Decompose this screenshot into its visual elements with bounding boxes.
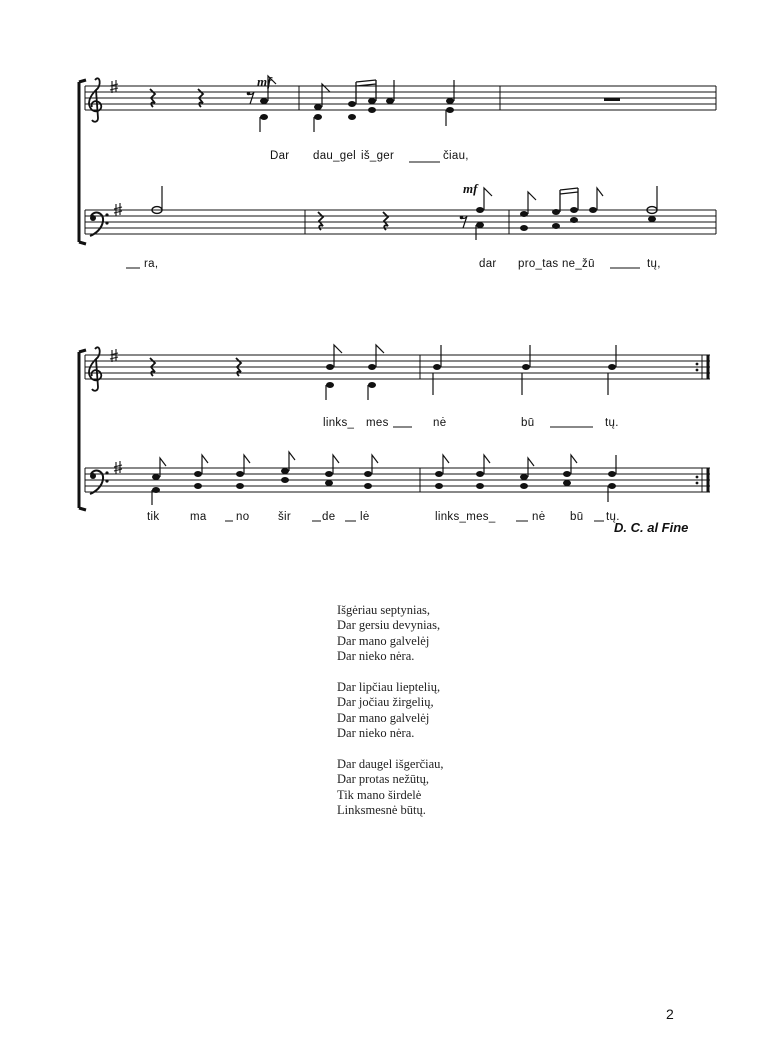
- bass-notes-2: [476, 186, 657, 240]
- lyric-syllable: dar: [479, 258, 497, 270]
- bass-notes-1: [152, 186, 162, 213]
- lyric-syllable: iš_ger: [361, 150, 395, 162]
- lyric-syllable: ma: [190, 511, 207, 523]
- poem-stanza: [337, 757, 444, 819]
- repeat-instruction: D. C. al Fine: [614, 520, 689, 535]
- poem-line: Dar daugel išgerčiau,: [337, 757, 444, 772]
- poem-stanza: [337, 603, 444, 665]
- poem-stanza: [337, 680, 444, 742]
- lyric-syllable: pro_tas ne_žū: [518, 258, 595, 270]
- lyric-syllable: Dar: [270, 150, 290, 162]
- dynamic-marking-mf: mf: [463, 181, 478, 196]
- whole-rest-icon: [604, 98, 620, 101]
- staff-bass-2: [85, 452, 710, 505]
- lyric-syllable: lė: [360, 511, 370, 523]
- lyric-syllable: čiau,: [443, 150, 469, 162]
- staff-treble-2: [85, 345, 710, 400]
- lyric-syllable: no: [236, 511, 250, 523]
- poem-line: Dar nieko nėra.: [337, 726, 415, 741]
- poem-line: Dar nieko nėra.: [337, 649, 415, 664]
- poem-line: Tik mano širdelė: [337, 787, 422, 802]
- poem-line: Dar mano galvelėj: [337, 710, 430, 725]
- lyric-syllable: de: [322, 511, 336, 523]
- poem-line: Išgėriau septynias,: [337, 603, 431, 617]
- sharp-icon: [114, 461, 122, 474]
- poem-line: Dar gersiu devynias,: [337, 618, 441, 633]
- sharp-icon: [110, 349, 118, 362]
- lyric-syllable: bū: [570, 511, 584, 523]
- lyric-syllable: tų,: [647, 258, 661, 270]
- lyric-syllable: šir: [278, 511, 292, 523]
- dynamic-marking-mf: mf: [257, 74, 272, 89]
- lyric-syllable: mes: [366, 417, 389, 429]
- page-number: 2: [666, 1006, 674, 1022]
- bass-notes-3: [152, 452, 616, 505]
- lyric-syllable: bū: [521, 417, 535, 429]
- lyric-syllable: tų.: [605, 417, 619, 429]
- quarter-rest-icon: [318, 212, 323, 230]
- poem-line: Dar mano galvelėj: [337, 633, 430, 648]
- staff-bass-1: [85, 186, 716, 240]
- poem-text: [337, 603, 444, 834]
- soprano-notes-2: [326, 345, 616, 400]
- lyric-syllable: nė: [532, 511, 546, 523]
- poem-line: Dar jočiau žirgelių,: [337, 695, 434, 710]
- lyric-syllable: tik: [147, 511, 160, 523]
- poem-line: Dar lipčiau lieptelių,: [337, 680, 441, 695]
- poem-line: Linksmesnė būtų.: [337, 803, 426, 818]
- sharp-icon: [110, 80, 118, 93]
- system-1: [79, 76, 716, 244]
- lyric-syllable: links_: [323, 417, 355, 429]
- poem-line: Dar protas nežūtų,: [337, 772, 429, 787]
- quarter-rest-icon: [383, 212, 388, 230]
- lyric-syllable: ra,: [144, 258, 159, 270]
- treble-clef-icon: [89, 78, 101, 121]
- lyric-syllable: tų.: [606, 511, 620, 523]
- lyric-syllable: dau_gel: [313, 150, 357, 162]
- staff-treble-1: [85, 76, 716, 132]
- lyric-syllable: links_mes_: [435, 511, 496, 523]
- lyric-syllable: nė: [433, 417, 447, 429]
- sharp-icon: [114, 203, 122, 216]
- treble-clef-icon: [89, 347, 101, 390]
